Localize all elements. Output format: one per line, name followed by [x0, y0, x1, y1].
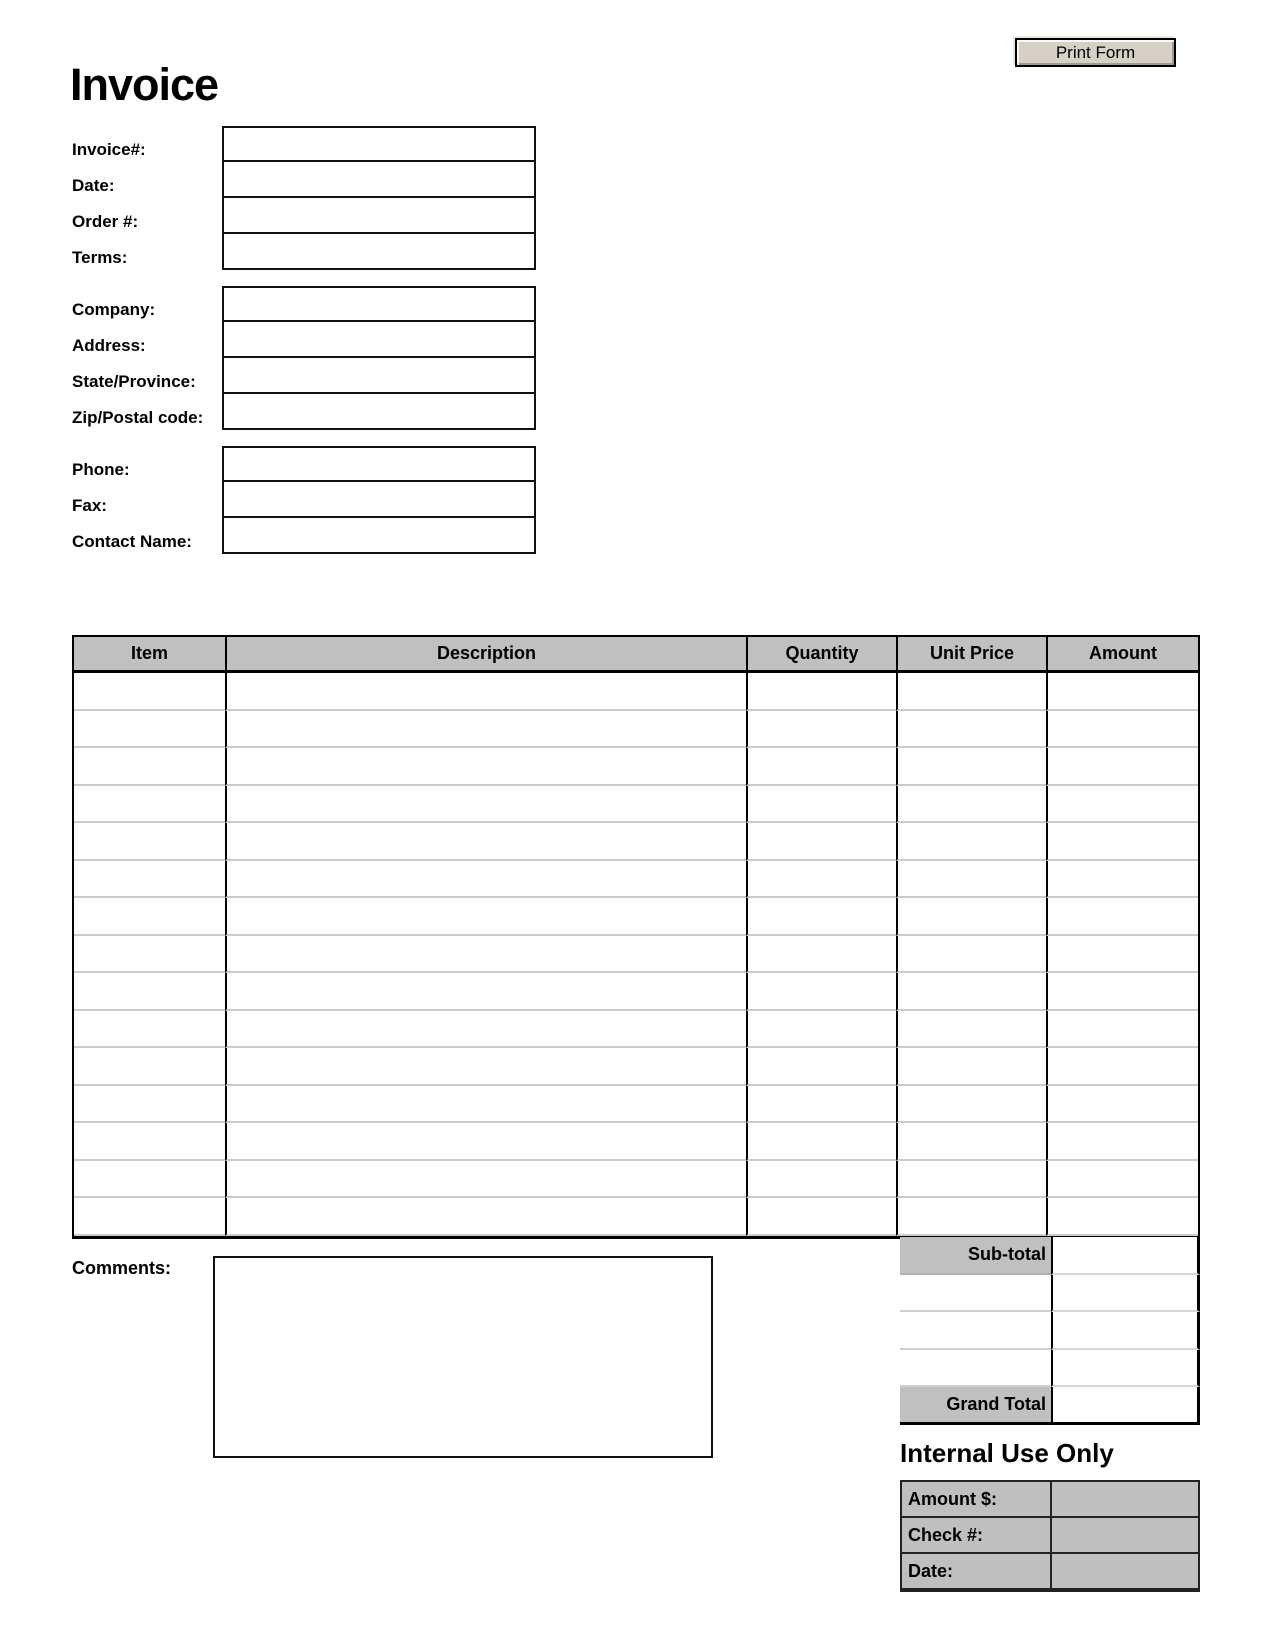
field-label: Zip/Postal code:	[72, 408, 204, 427]
subtotal-label: Sub-total	[900, 1237, 1051, 1275]
field-input[interactable]	[222, 322, 536, 358]
items-table-header	[74, 637, 1198, 673]
item-cell[interactable]	[74, 861, 225, 899]
description-cell[interactable]	[225, 1161, 746, 1199]
item-cell[interactable]	[74, 823, 225, 861]
unit-price-cell[interactable]	[896, 936, 1046, 974]
column-header-quantity: Quantity	[746, 637, 896, 670]
amount-cell[interactable]	[1046, 673, 1198, 711]
quantity-cell[interactable]	[746, 823, 896, 861]
comments-input[interactable]	[213, 1256, 713, 1458]
amount-cell[interactable]	[1046, 786, 1198, 824]
unit-price-cell[interactable]	[896, 1198, 1046, 1236]
company-info-group	[72, 286, 536, 430]
page-title: Invoice	[70, 59, 219, 110]
unit-price-cell[interactable]	[896, 711, 1046, 749]
item-cell[interactable]	[74, 1048, 225, 1086]
description-cell[interactable]	[225, 711, 746, 749]
quantity-cell[interactable]	[746, 936, 896, 974]
table-row	[74, 898, 1198, 936]
unit-price-cell[interactable]	[896, 786, 1046, 824]
quantity-cell[interactable]	[746, 786, 896, 824]
field-input[interactable]	[222, 162, 536, 198]
table-row	[74, 711, 1198, 749]
internal-use-row	[902, 1554, 1198, 1590]
field-row	[72, 162, 536, 198]
internal-use-input[interactable]	[1050, 1554, 1198, 1588]
amount-cell[interactable]	[1046, 973, 1198, 1011]
field-label: Terms:	[72, 248, 128, 267]
amount-cell[interactable]	[1046, 898, 1198, 936]
amount-cell[interactable]	[1046, 748, 1198, 786]
internal-use-label: Check #:	[902, 1518, 1050, 1552]
totals-blank-label	[900, 1350, 1051, 1388]
internal-use-row	[902, 1518, 1198, 1554]
totals-blank-row	[900, 1350, 1200, 1388]
internal-use-table	[900, 1480, 1200, 1592]
description-cell[interactable]	[225, 898, 746, 936]
table-row	[74, 936, 1198, 974]
totals-blank-label	[900, 1312, 1051, 1350]
items-table	[72, 635, 1200, 1239]
internal-use-input[interactable]	[1050, 1518, 1198, 1552]
amount-cell[interactable]	[1046, 823, 1198, 861]
subtotal-value-field[interactable]	[1051, 1237, 1200, 1275]
totals-blank-value-field[interactable]	[1051, 1350, 1200, 1388]
internal-use-label: Amount $:	[902, 1482, 1050, 1516]
unit-price-cell[interactable]	[896, 898, 1046, 936]
table-row	[74, 861, 1198, 899]
description-cell[interactable]	[225, 1123, 746, 1161]
quantity-cell[interactable]	[746, 1123, 896, 1161]
internal-use-input[interactable]	[1050, 1482, 1198, 1516]
description-cell[interactable]	[225, 973, 746, 1011]
amount-cell[interactable]	[1046, 1048, 1198, 1086]
field-label: Order #:	[72, 212, 139, 231]
field-label: Phone:	[72, 460, 130, 479]
description-cell[interactable]	[225, 1086, 746, 1124]
table-row	[74, 1086, 1198, 1124]
unit-price-cell[interactable]	[896, 1011, 1046, 1049]
table-row	[74, 1161, 1198, 1199]
amount-cell[interactable]	[1046, 711, 1198, 749]
field-row	[72, 322, 536, 358]
quantity-cell[interactable]	[746, 748, 896, 786]
totals-block	[900, 1237, 1200, 1425]
internal-use-heading: Internal Use Only	[900, 1438, 1114, 1468]
field-row	[72, 482, 536, 518]
quantity-cell[interactable]	[746, 1086, 896, 1124]
item-cell[interactable]	[74, 1198, 225, 1236]
unit-price-cell[interactable]	[896, 673, 1046, 711]
totals-blank-label	[900, 1275, 1051, 1313]
quantity-cell[interactable]	[746, 711, 896, 749]
field-row	[72, 286, 536, 322]
description-cell[interactable]	[225, 936, 746, 974]
comments-label: Comments:	[72, 1258, 172, 1278]
table-row	[74, 1011, 1198, 1049]
column-header-amount: Amount	[1046, 637, 1198, 670]
field-label: Invoice#:	[72, 140, 146, 159]
totals-blank-value-field[interactable]	[1051, 1275, 1200, 1313]
grand-total-row	[900, 1387, 1200, 1425]
field-row	[72, 126, 536, 162]
unit-price-cell[interactable]	[896, 1086, 1046, 1124]
item-cell[interactable]	[74, 1161, 225, 1199]
field-input[interactable]	[222, 198, 536, 234]
table-row	[74, 1123, 1198, 1161]
field-input[interactable]	[222, 446, 536, 482]
item-cell[interactable]	[74, 973, 225, 1011]
unit-price-cell[interactable]	[896, 973, 1046, 1011]
quantity-cell[interactable]	[746, 898, 896, 936]
unit-price-cell[interactable]	[896, 748, 1046, 786]
field-label: Fax:	[72, 496, 107, 515]
invoice-meta-group	[72, 126, 536, 270]
amount-cell[interactable]	[1046, 1086, 1198, 1124]
quantity-cell[interactable]	[746, 1048, 896, 1086]
description-cell[interactable]	[225, 861, 746, 899]
item-cell[interactable]	[74, 673, 225, 711]
column-header-description: Description	[225, 637, 746, 670]
table-row	[74, 1198, 1198, 1236]
column-header-unit-price: Unit Price	[896, 637, 1046, 670]
description-cell[interactable]	[225, 1048, 746, 1086]
quantity-cell[interactable]	[746, 673, 896, 711]
grand-total-value-field[interactable]	[1051, 1387, 1200, 1425]
table-row	[74, 823, 1198, 861]
quantity-cell[interactable]	[746, 973, 896, 1011]
amount-cell[interactable]	[1046, 861, 1198, 899]
totals-blank-row	[900, 1312, 1200, 1350]
field-input[interactable]	[222, 358, 536, 394]
column-header-item: Item	[130, 643, 168, 663]
table-row	[74, 973, 1198, 1011]
item-cell[interactable]	[74, 1123, 225, 1161]
description-cell[interactable]	[225, 1011, 746, 1049]
internal-use-row	[902, 1482, 1198, 1518]
field-row	[72, 234, 536, 270]
field-label: Address:	[72, 336, 146, 355]
totals-blank-row	[900, 1275, 1200, 1313]
field-label: Contact Name:	[72, 532, 192, 551]
unit-price-cell[interactable]	[896, 861, 1046, 899]
item-cell[interactable]	[74, 1086, 225, 1124]
table-row	[74, 1048, 1198, 1086]
field-input[interactable]	[222, 286, 536, 322]
subtotal-row	[900, 1237, 1200, 1275]
description-cell[interactable]	[225, 1198, 746, 1236]
field-row	[72, 518, 536, 554]
amount-cell[interactable]	[1046, 1011, 1198, 1049]
field-input[interactable]	[222, 126, 536, 162]
quantity-cell[interactable]	[746, 1011, 896, 1049]
item-cell[interactable]	[74, 1011, 225, 1049]
amount-cell[interactable]	[1046, 936, 1198, 974]
contact-info-group	[72, 446, 536, 554]
item-cell[interactable]	[74, 748, 225, 786]
field-label: Company:	[72, 300, 156, 319]
table-row	[74, 786, 1198, 824]
field-input[interactable]	[222, 482, 536, 518]
internal-use-label: Date:	[902, 1554, 1050, 1588]
unit-price-cell[interactable]	[896, 823, 1046, 861]
field-input[interactable]	[222, 234, 536, 270]
field-row	[72, 446, 536, 482]
unit-price-cell[interactable]	[896, 1161, 1046, 1199]
field-row	[72, 358, 536, 394]
unit-price-cell[interactable]	[896, 1048, 1046, 1086]
description-cell[interactable]	[225, 673, 746, 711]
table-row	[74, 748, 1198, 786]
totals-blank-value-field[interactable]	[1051, 1312, 1200, 1350]
item-cell[interactable]	[74, 898, 225, 936]
field-row	[72, 394, 536, 430]
unit-price-cell[interactable]	[896, 1123, 1046, 1161]
item-cell[interactable]	[74, 786, 225, 824]
quantity-cell[interactable]	[746, 861, 896, 899]
quantity-cell[interactable]	[746, 1198, 896, 1236]
description-cell[interactable]	[225, 823, 746, 861]
grand-total-label: Grand Total	[900, 1387, 1051, 1425]
table-row	[74, 673, 1198, 711]
item-cell[interactable]	[74, 936, 225, 974]
print-form-button[interactable]: Print Form	[1015, 38, 1176, 67]
item-cell[interactable]	[74, 711, 225, 749]
description-cell[interactable]	[225, 786, 746, 824]
amount-cell[interactable]	[1046, 1123, 1198, 1161]
field-input[interactable]	[222, 394, 536, 430]
field-label: Date:	[72, 176, 115, 195]
field-label: State/Province:	[72, 372, 196, 391]
field-input[interactable]	[222, 518, 536, 554]
quantity-cell[interactable]	[746, 1161, 896, 1199]
amount-cell[interactable]	[1046, 1161, 1198, 1199]
amount-cell[interactable]	[1046, 1198, 1198, 1236]
field-row	[72, 198, 536, 234]
description-cell[interactable]	[225, 748, 746, 786]
